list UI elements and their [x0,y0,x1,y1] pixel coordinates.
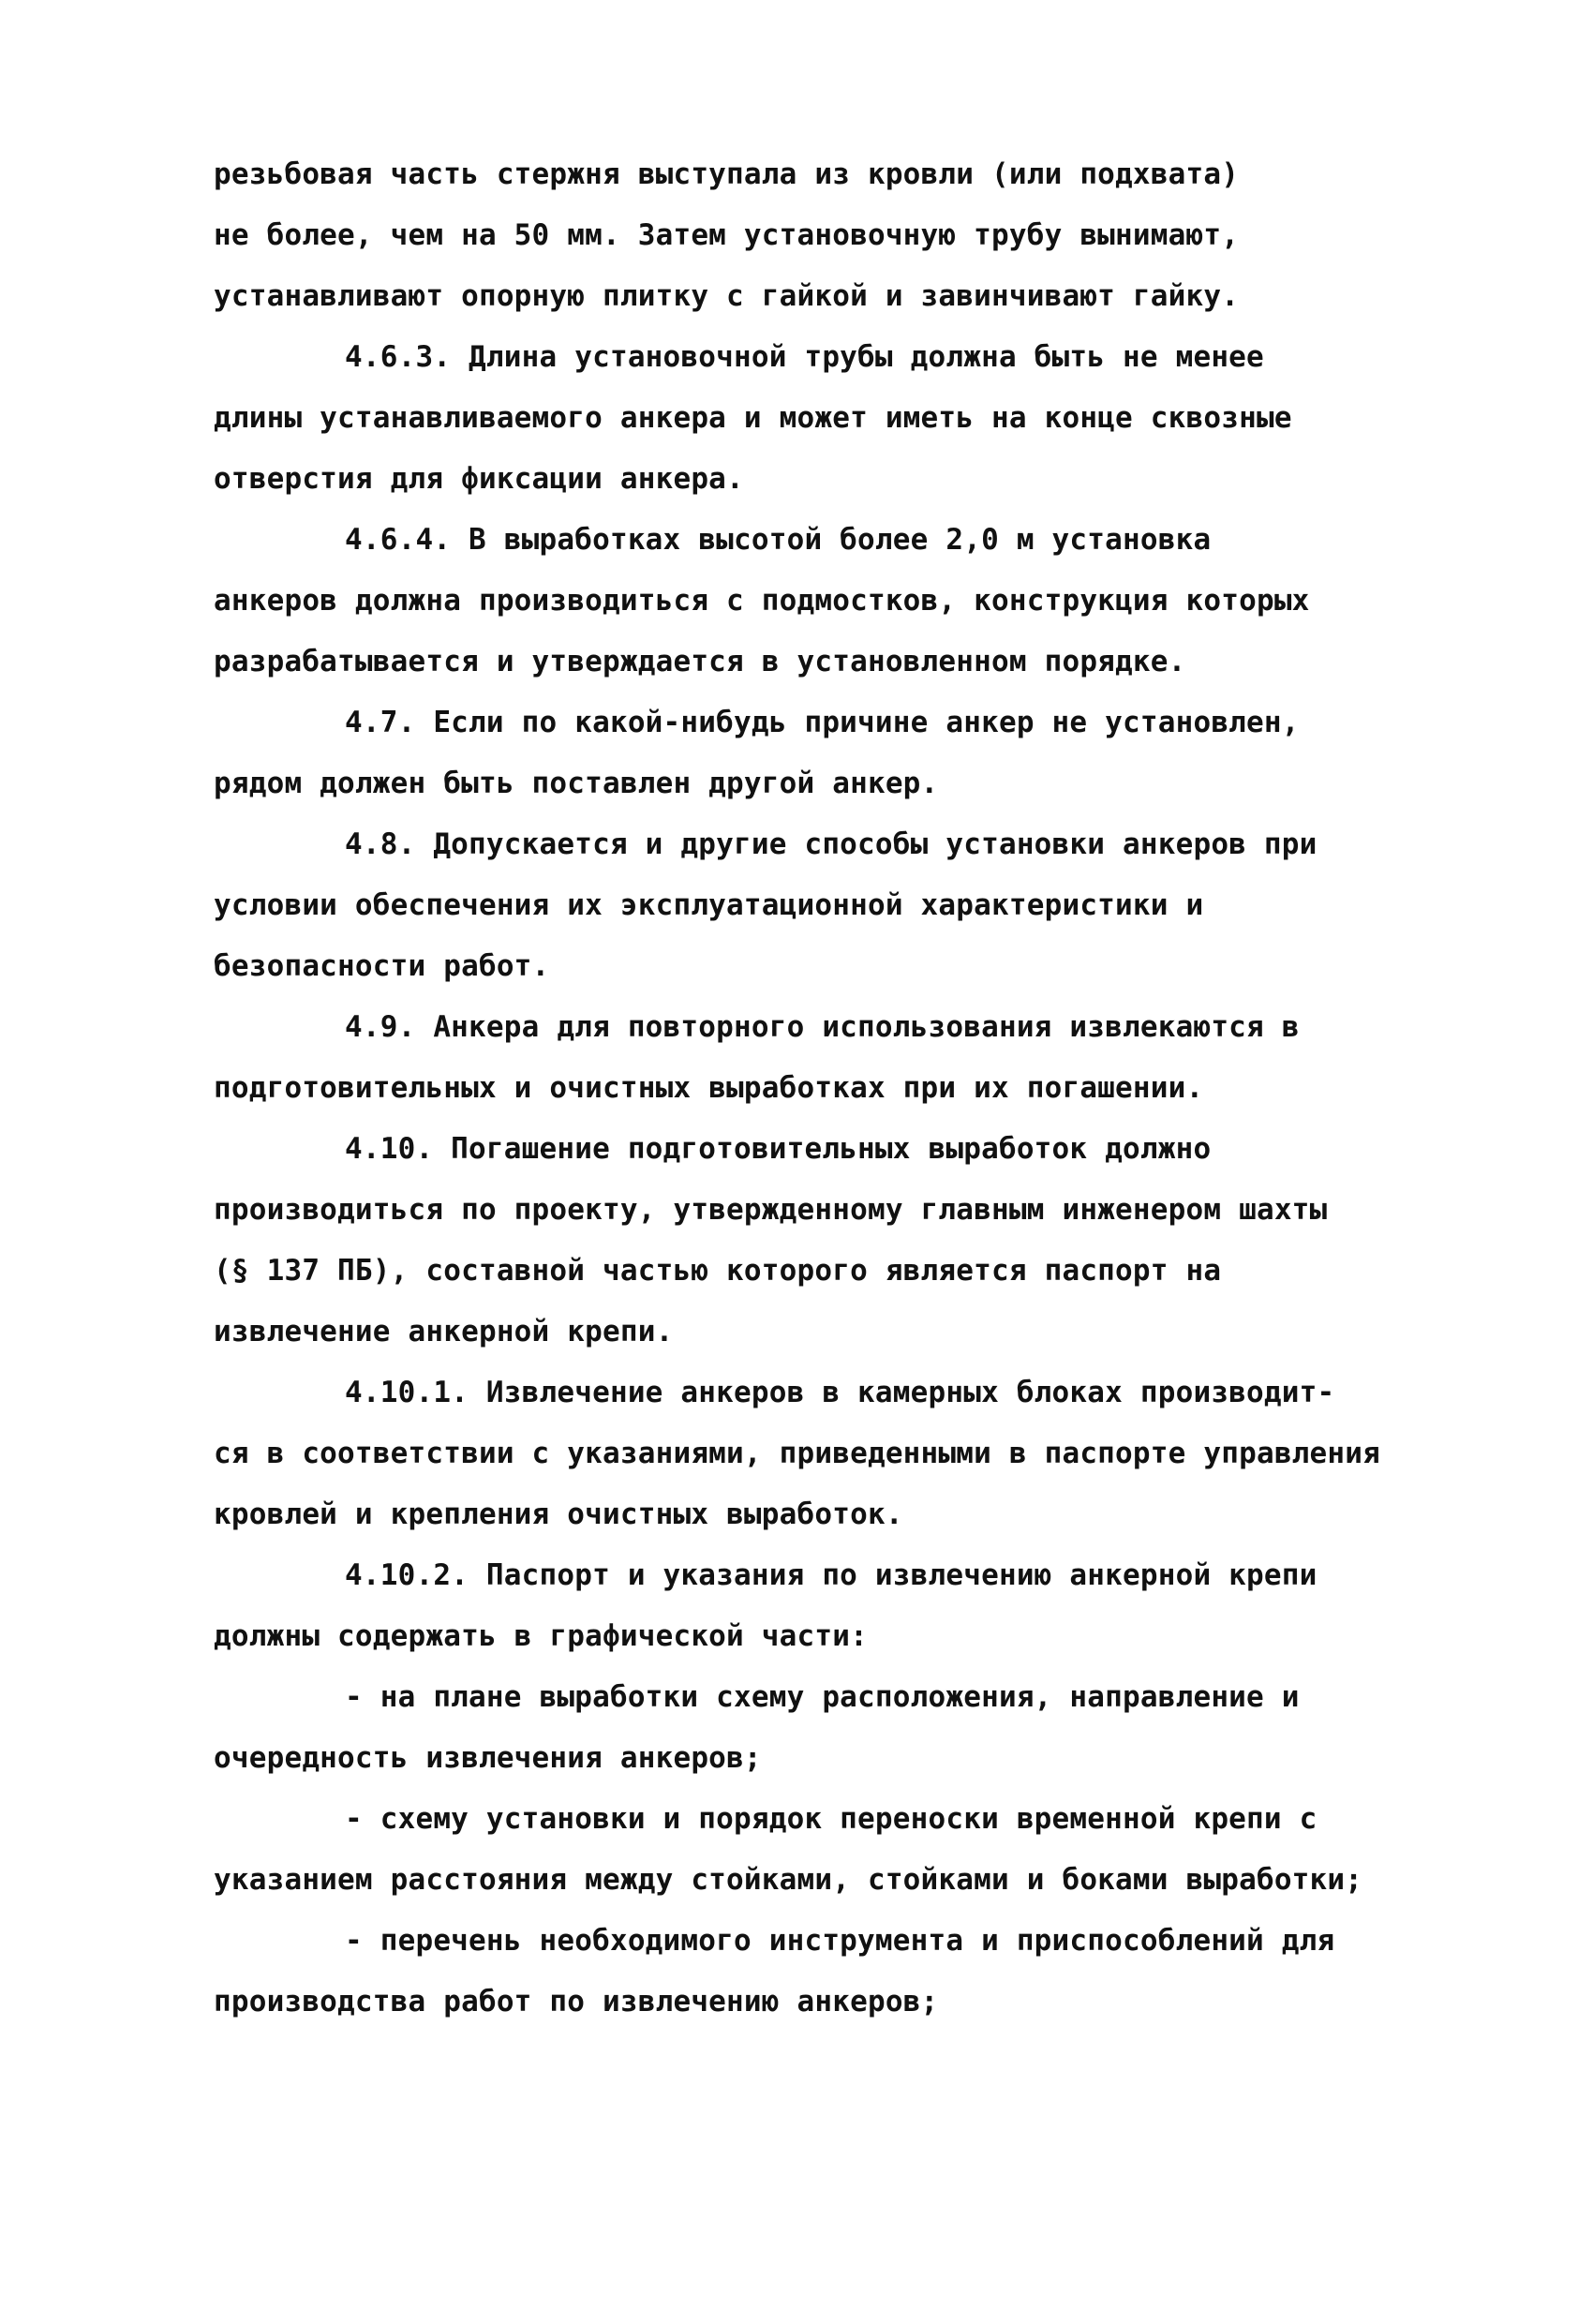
text-line: должны содержать в графической части: [214,1619,868,1653]
text-line: разрабатывается и утверждается в установленном порядке. [214,645,1186,678]
text-line: резьбовая часть стержня выступала из кровли (или подхвата) [214,157,1240,191]
text-line: 4.7. Если по какой-нибудь причине анкер не установлен, [345,706,1300,739]
text-line: рядом должен быть поставлен другой анкер. [214,767,939,800]
text-line: (§ 137 ПБ), составной частью которого является паспорт на [214,1254,1222,1288]
text-line: 4.10.1. Извлечение анкеров в камерных блоках производит- [345,1376,1335,1409]
text-line: 4.10. Погашение подготовительных выработок должно [345,1132,1212,1166]
text-line: 4.9. Анкера для повторного использования извлекаются в [345,1010,1300,1044]
text-line: 4.8. Допускается и другие способы установки анкеров при [345,827,1318,861]
text-line: ся в соответствии с указаниями, приведенными в паспорте управления [214,1437,1380,1470]
text-line: кровлей и крепления очистных выработок. [214,1497,903,1531]
text-line: извлечение анкерной крепи. [214,1315,674,1348]
text-line: производиться по проекту, утвержденному главным инженером шахты [214,1193,1328,1227]
text-line: указанием расстояния между стойками, стойками и боками выработки; [214,1863,1363,1897]
text-line: анкеров должна производиться с подмостков, конструкция которых [214,584,1310,618]
text-line: 4.6.4. В выработках высотой более 2,0 м установка [345,523,1212,557]
text-line: условии обеспечения их эксплуатационной характеристики и [214,888,1204,922]
text-line: - на плане выработки схему расположения, направление и [345,1680,1300,1714]
text-line: очередность извлечения анкеров; [214,1741,762,1775]
text-line: не более, чем на 50 мм. Затем установочную трубу вынимают, [214,218,1240,252]
text-line: длины устанавливаемого анкера и может иметь на конце сквозные [214,401,1292,435]
text-line: 4.10.2. Паспорт и указания по извлечению анкерной крепи [345,1558,1318,1592]
text-line: - схему установки и порядок переноски временной крепи с [345,1802,1318,1836]
text-line: производства работ по извлечению анкеров; [214,1985,939,2019]
text-line: 4.6.3. Длина установочной трубы должна быть не менее [345,340,1264,374]
text-line: отверстия для фиксации анкера. [214,462,744,496]
text-line: подготовительных и очистных выработках при их погашении. [214,1071,1204,1105]
text-line: устанавливают опорную плитку с гайкой и завинчивают гайку. [214,279,1240,313]
text-line: безопасности работ. [214,949,550,983]
text-line: - перечень необходимого инструмента и приспособлений для [345,1924,1335,1958]
